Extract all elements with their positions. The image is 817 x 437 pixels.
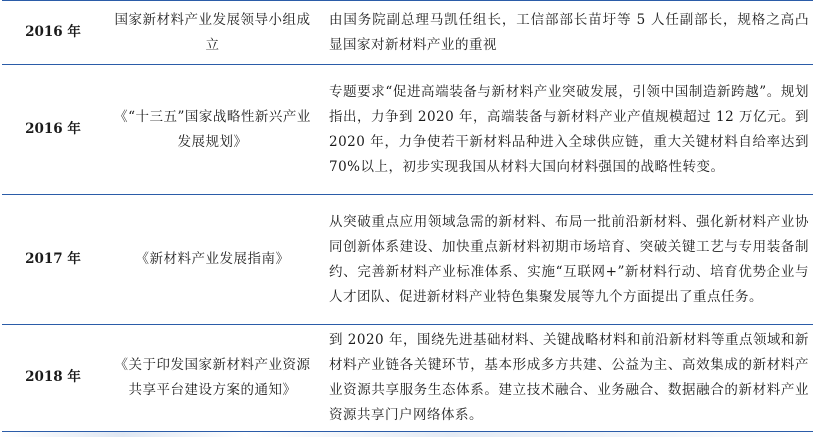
table-row <box>2 325 813 432</box>
year-cell: 2016 年 <box>25 121 81 137</box>
description-cell: 到 2020 年，围绕先进基础材料、关键战略材料和前沿新材料等重点领域和新材料产业链各关键环节，基本形成多方共建、公益为主、高效集成的新材料产业资源共享服务生态体系。建立技术融合、业务融合、数据融合的新材料产业资源共享门户网络体系。 <box>329 331 809 423</box>
table-row <box>2 1 813 65</box>
policy-cell: 《新材料产业发展指南》 <box>135 251 290 267</box>
description-cell: 专题要求“促进高端装备与新材料产业突破发展，引领中国制造新跨越”。规划指出，力争到 2020 年，高端装备与新材料产业产值规模超过 12 万亿元。到 2020 年，力争使若干新材料品种进入全球供应链，重大关键材料自给率达到 70%以上，初步实现我国从材料大国向材料强国的战略性转变。 <box>329 83 809 175</box>
description-cell: 由国务院副总理马凯任组长，工信部部长苗圩等 5 人任副部长，规格之高凸显国家对新材料产业的重视 <box>329 11 809 53</box>
description-cell: 从突破重点应用领域急需的新材料、布局一批前沿新材料、强化新材料产业协同创新体系建设、加快重点新材料初期市场培育、突破关键工艺与专用装备制约、完善新材料产业标准体系、实施“互联网+”新材料行动、培育优势企业与人才团队、促进新材料产业特色集聚发展等九个方面提出了重点任务。 <box>329 213 809 305</box>
footer-divider <box>0 432 817 437</box>
policy-cell: 国家新材料产业发展领导小组成立 <box>114 11 311 53</box>
year-cell: 2016 年 <box>25 24 81 40</box>
policy-table <box>2 0 813 433</box>
table-row <box>2 65 813 195</box>
policy-cell: 《“十三五”国家战略性新兴产业发展规划》 <box>114 108 311 150</box>
table-row <box>2 195 813 325</box>
year-cell: 2018 年 <box>25 369 81 386</box>
policy-cell: 《关于印发国家新材料产业资源共享平台建设方案的通知》 <box>114 356 311 398</box>
year-cell: 2017 年 <box>25 251 81 267</box>
